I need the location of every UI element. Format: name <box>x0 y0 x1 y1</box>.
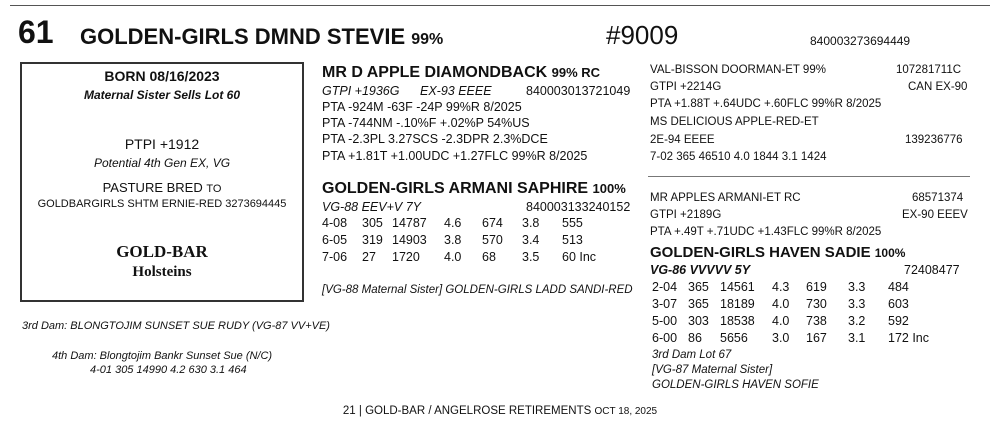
animal-name-text: GOLDEN-GIRLS DMND STEVIE <box>80 24 406 49</box>
lactation-cell: 3.0 <box>772 331 790 345</box>
lactation-cell: 305 <box>362 216 383 230</box>
maternal-sister-note: Maternal Sister Sells Lot 60 <box>83 88 241 102</box>
lactation-cell: 603 <box>888 297 909 311</box>
dam-dam-classification: VG-86 VVVVV 5Y <box>650 263 751 277</box>
lactation-cell: 7-06 <box>322 250 348 264</box>
lactation-cell: 3.4 <box>522 233 540 247</box>
page-number: 21 <box>342 405 356 417</box>
sire-gtpi: GTPI +1936G <box>322 84 400 98</box>
third-dam: 3rd Dam: BLONGTOJIM SUNSET SUE RUDY (VG-87 VV+VE) <box>22 320 330 332</box>
top-rule <box>10 5 990 6</box>
lactation-record-row <box>652 280 944 294</box>
lactation-cell: 319 <box>362 233 383 247</box>
animal-name <box>80 24 443 50</box>
lactation-cell: 3.8 <box>522 216 540 230</box>
lactation-cell: 738 <box>806 314 827 328</box>
dam-sire-name: MR APPLES ARMANI-ET RC <box>650 192 801 204</box>
consignor-logo: GOLD-BAR <box>116 242 208 261</box>
lactation-cell: 3-07 <box>652 297 678 311</box>
lactation-cell: 1720 <box>392 250 420 264</box>
sire-sire-pta: PTA +1.88T +.64UDC +.60FLC 99%R 8/2025 <box>650 98 882 110</box>
lactation-record-row <box>652 297 944 311</box>
pasture-to: TO <box>206 183 222 195</box>
lot-number-large: 61 <box>18 14 54 50</box>
potential-note: Potential 4th Gen EX, VG <box>93 156 231 170</box>
catalog-number: #9009 <box>606 20 679 50</box>
lactation-record-row <box>322 250 612 264</box>
lactation-cell: 86 <box>688 331 702 345</box>
lactation-cell: 4.3 <box>772 280 790 294</box>
ptpi: PTPI +1912 <box>124 136 200 152</box>
lactation-cell: 730 <box>806 297 827 311</box>
lactation-cell: 3.2 <box>848 314 866 328</box>
lactation-cell: 14787 <box>392 216 427 230</box>
lactation-record-row <box>322 216 612 230</box>
pedigree-divider <box>648 176 970 177</box>
lactation-cell: 674 <box>482 216 503 230</box>
lactation-cell: 5-00 <box>652 314 678 328</box>
lactation-cell: 4.0 <box>444 250 462 264</box>
dam-sire-registration: 68571374 <box>912 192 964 204</box>
lactation-cell: 619 <box>806 280 827 294</box>
sire-pta-line: PTA -2.3PL 3.27SCS -2.3DPR 2.3%DCE <box>322 132 548 146</box>
lactation-cell: 365 <box>688 280 709 294</box>
sire-dam-record: 7-02 365 46510 4.0 1844 3.1 1424 <box>650 151 827 163</box>
fourth-dam-record: 4-01 305 14990 4.2 630 3.1 464 <box>90 364 247 376</box>
page-footer <box>0 405 1000 417</box>
lactation-cell: 3.8 <box>444 233 462 247</box>
lactation-cell: 570 <box>482 233 503 247</box>
dam-name-text: GOLDEN-GIRLS ARMANI SAPHIRE <box>322 180 589 197</box>
lactation-cell: 4.0 <box>772 314 790 328</box>
sire-registration: 840003013721049 <box>526 84 631 98</box>
dam-dam-percent: 100% <box>874 246 906 260</box>
sire-dam-registration: 139236776 <box>905 134 963 146</box>
dam-name <box>322 180 626 198</box>
lactation-cell: 484 <box>888 280 909 294</box>
sire-sire-name: VAL-BISSON DOORMAN-ET 99% <box>650 64 826 76</box>
lactation-cell: 4.0 <box>772 297 790 311</box>
lactation-cell: 592 <box>888 314 909 328</box>
sire-dam-name: MS DELICIOUS APPLE-RED-ET <box>650 116 819 128</box>
dam-classification: VG-88 EEV+V 7Y <box>322 200 422 214</box>
lactation-cell: 14561 <box>720 280 755 294</box>
lactation-record-row <box>322 233 612 247</box>
lactation-cell: 6-00 <box>652 331 678 345</box>
lactation-cell: 365 <box>688 297 709 311</box>
dam-dam-name-text: GOLDEN-GIRLS HAVEN SADIE <box>650 244 871 261</box>
dam-registration: 840003133240152 <box>526 200 631 214</box>
sire-sire-classification: CAN EX-90 <box>908 81 968 93</box>
lactation-cell: 3.1 <box>848 331 866 345</box>
info-box <box>20 62 304 302</box>
lactation-cell: 2-04 <box>652 280 678 294</box>
lactation-record-row <box>652 331 944 345</box>
birth-date: BORN 08/16/2023 <box>104 68 220 84</box>
lactation-cell: 14903 <box>392 233 427 247</box>
lactation-cell: 3.3 <box>848 280 866 294</box>
lactation-cell: 68 <box>482 250 496 264</box>
sire-pta-line: PTA -924M -63F -24P 99%R 8/2025 <box>322 100 522 114</box>
sire-name <box>322 64 600 82</box>
dam-dam-note: GOLDEN-GIRLS HAVEN SOFIE <box>652 379 819 391</box>
dam-dam-note: 3rd Dam Lot 67 <box>652 349 732 361</box>
sire-name-text: MR D APPLE DIAMONDBACK <box>322 64 548 81</box>
dam-maternal-sister-note: [VG-88 Maternal Sister] GOLDEN-GIRLS LADD SANDI-RED <box>322 284 633 296</box>
registration-number: 840003273694449 <box>810 34 911 48</box>
footer-separator: | <box>358 405 362 417</box>
sire-pta-line: PTA +1.81T +1.00UDC +1.27FLC 99%R 8/2025 <box>322 149 588 163</box>
lactation-cell: 4.6 <box>444 216 462 230</box>
lactation-record-row <box>652 314 944 328</box>
sire-sire-registration: 107281711C <box>896 64 962 76</box>
lactation-cell: 4-08 <box>322 216 348 230</box>
dam-dam-registration: 72408477 <box>904 263 960 277</box>
lactation-cell: 303 <box>688 314 709 328</box>
fourth-dam: 4th Dam: Blongtojim Bankr Sunset Sue (N/C) <box>52 350 273 362</box>
sale-date: OCT 18, 2025 <box>594 406 658 417</box>
lactation-cell: 172 Inc <box>888 331 930 345</box>
sire-sire-gtpi: GTPI +2214G <box>650 81 722 93</box>
sire-percent: 99% RC <box>551 65 601 80</box>
lactation-cell: 3.5 <box>522 250 540 264</box>
lactation-cell: 27 <box>362 250 376 264</box>
lactation-cell: 3.3 <box>848 297 866 311</box>
sire-pta-line: PTA -744NM -.10%F +.02%P 54%US <box>322 116 530 130</box>
pasture-bred-label: PASTURE BRED <box>102 180 203 195</box>
animal-percent: 99% <box>411 31 444 48</box>
lactation-cell: 18189 <box>720 297 755 311</box>
dam-percent: 100% <box>592 181 626 196</box>
dam-sire-pta: PTA +.49T +.71UDC +1.43FLC 99%R 8/2025 <box>650 226 882 238</box>
sire-dam-classification: 2E-94 EEEE <box>650 134 715 146</box>
lactation-cell: 5656 <box>720 331 748 345</box>
lactation-cell: 18538 <box>720 314 755 328</box>
lactation-cell: 6-05 <box>322 233 348 247</box>
lactation-cell: 555 <box>562 216 583 230</box>
dam-sire-classification: EX-90 EEEV <box>902 209 968 221</box>
lactation-cell: 167 <box>806 331 827 345</box>
lactation-cell: 513 <box>562 233 583 247</box>
service-sire: GOLDBARGIRLS SHTM ERNIE-RED 3273694445 <box>37 198 287 210</box>
dam-dam-note: [VG-87 Maternal Sister] <box>652 364 773 376</box>
sale-title: GOLD-BAR / ANGELROSE RETIREMENTS <box>365 405 592 417</box>
pasture-bred <box>22 180 302 195</box>
lactation-cell: 60 Inc <box>562 250 597 264</box>
dam-dam-name <box>650 244 905 261</box>
consignor-logo-sub: Holsteins <box>132 264 192 280</box>
sire-classification: EX-93 EEEE <box>420 84 492 98</box>
dam-sire-gtpi: GTPI +2189G <box>650 209 722 221</box>
